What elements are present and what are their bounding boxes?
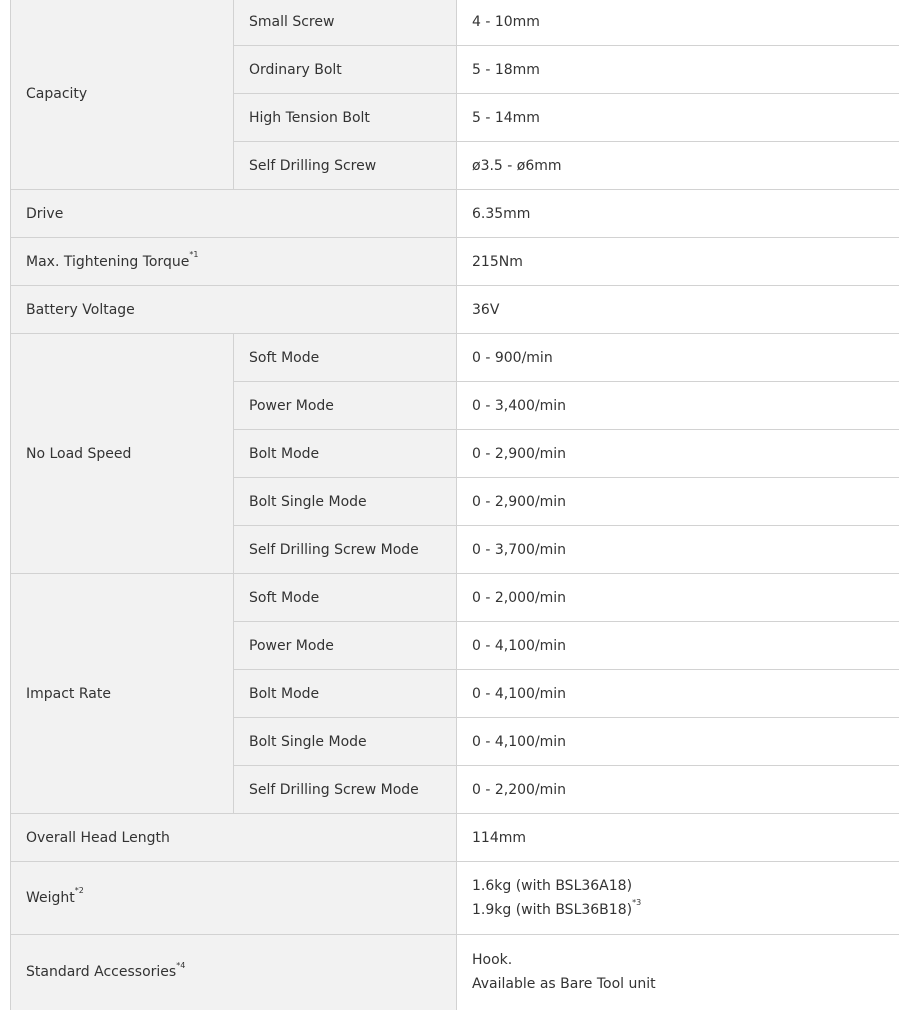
row-label-impact-rate: Impact Rate bbox=[11, 574, 234, 814]
value-line bbox=[472, 898, 884, 922]
spec-value: 0 - 3,700/min bbox=[457, 526, 899, 574]
value-line: Hook. bbox=[472, 952, 513, 969]
table-row bbox=[11, 238, 899, 286]
spec-value: 0 - 4,100/min bbox=[457, 718, 899, 766]
sub-label: Bolt Single Mode bbox=[234, 478, 457, 526]
value-line: Available as Bare Tool unit bbox=[472, 976, 656, 993]
spec-value: 0 - 2,900/min bbox=[457, 430, 899, 478]
sub-label: Self Drilling Screw Mode bbox=[234, 526, 457, 574]
label-text: Standard Accessories bbox=[26, 964, 177, 981]
spec-value bbox=[457, 862, 899, 935]
sub-label: Soft Mode bbox=[234, 334, 457, 382]
spec-value: 0 - 3,400/min bbox=[457, 382, 899, 430]
spec-value: 0 - 2,200/min bbox=[457, 766, 899, 814]
label-text: Weight bbox=[26, 890, 75, 906]
table-row bbox=[11, 935, 899, 1010]
spec-value: 5 - 18mm bbox=[457, 46, 899, 94]
spec-value: 0 - 2,000/min bbox=[457, 574, 899, 622]
sub-label: Bolt Mode bbox=[234, 670, 457, 718]
sub-label: High Tension Bolt bbox=[234, 94, 457, 142]
spec-table bbox=[10, 0, 899, 1010]
spec-value: 0 - 2,900/min bbox=[457, 478, 899, 526]
table-row bbox=[11, 862, 899, 935]
footnote-mark: *2 bbox=[74, 886, 84, 896]
spec-value bbox=[457, 935, 899, 1010]
table-row bbox=[11, 286, 899, 334]
sub-label: Soft Mode bbox=[234, 574, 457, 622]
footnote-mark: *1 bbox=[189, 249, 199, 259]
spec-value: 0 - 900/min bbox=[457, 334, 899, 382]
sub-label: Ordinary Bolt bbox=[234, 46, 457, 94]
spec-value: 0 - 4,100/min bbox=[457, 622, 899, 670]
sub-label: Self Drilling Screw Mode bbox=[234, 766, 457, 814]
row-label-capacity: Capacity bbox=[11, 0, 234, 190]
sub-label: Power Mode bbox=[234, 382, 457, 430]
label-text: Max. Tightening Torque bbox=[26, 253, 190, 270]
spec-value: ø3.5 - ø6mm bbox=[457, 142, 899, 190]
table-row bbox=[11, 574, 899, 622]
row-label-no-load-speed: No Load Speed bbox=[11, 334, 234, 574]
table-row bbox=[11, 0, 899, 46]
spec-value: 0 - 4,100/min bbox=[457, 670, 899, 718]
spec-value: 4 - 10mm bbox=[457, 0, 899, 46]
footnote-mark: *4 bbox=[176, 960, 186, 970]
table-row bbox=[11, 814, 899, 862]
spec-value: 36V bbox=[457, 286, 899, 334]
spec-value: 6.35mm bbox=[457, 190, 899, 238]
value-text: 1.9kg (with BSL36B18) bbox=[472, 902, 633, 918]
sub-label: Power Mode bbox=[234, 622, 457, 670]
sub-label: Self Drilling Screw bbox=[234, 142, 457, 190]
row-label-drive: Drive bbox=[11, 190, 457, 238]
sub-label: Small Screw bbox=[234, 0, 457, 46]
row-label-weight bbox=[11, 862, 457, 935]
table-row bbox=[11, 334, 899, 382]
value-line: 1.6kg (with BSL36A18) bbox=[472, 878, 633, 894]
row-label-battery: Battery Voltage bbox=[11, 286, 457, 334]
row-label-accessories bbox=[11, 935, 457, 1010]
row-label-torque bbox=[11, 238, 457, 286]
row-label-head-length: Overall Head Length bbox=[11, 814, 457, 862]
footnote-mark: *3 bbox=[632, 898, 642, 908]
sub-label: Bolt Mode bbox=[234, 430, 457, 478]
table-row bbox=[11, 190, 899, 238]
sub-label: Bolt Single Mode bbox=[234, 718, 457, 766]
spec-value: 114mm bbox=[457, 814, 899, 862]
spec-value: 215Nm bbox=[457, 238, 899, 286]
spec-value: 5 - 14mm bbox=[457, 94, 899, 142]
